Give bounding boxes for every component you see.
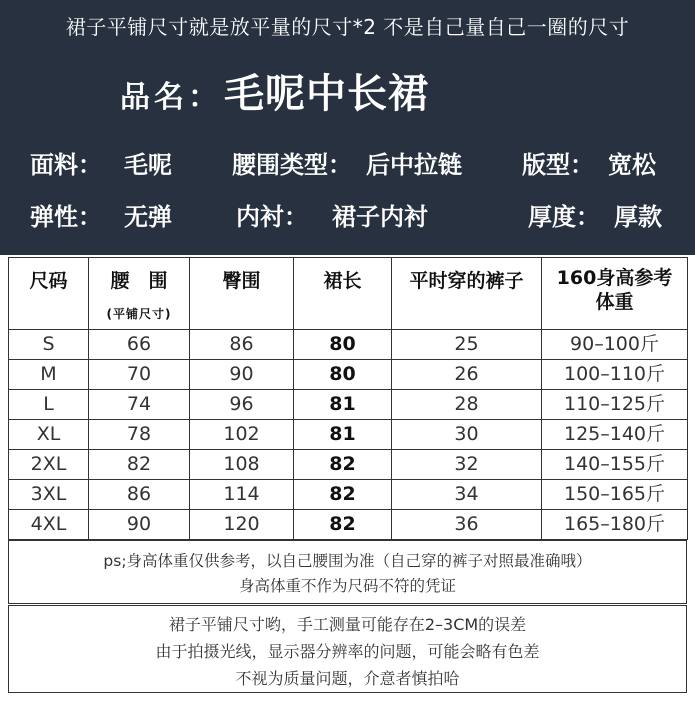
fabric-value: 毛呢 <box>124 151 172 179</box>
lining-label: 内衬： <box>236 203 308 231</box>
cell-pants: 36 <box>392 510 542 540</box>
header-weight-line1: 160身高参考 <box>556 267 673 289</box>
cell-weight: 90–100斤 <box>542 330 688 360</box>
header-pants: 平时穿的裤子 <box>392 258 542 330</box>
disclaimer-note-box <box>8 605 687 693</box>
note-line: ps;身高体重仅供参考，以自己腰围为准（自己穿的裤子对照最准确哦） <box>103 552 592 570</box>
thickness-label: 厚度： <box>528 203 600 231</box>
table-row <box>9 390 688 420</box>
elasticity-label: 弹性： <box>30 203 102 231</box>
cell-weight: 140–155斤 <box>542 450 688 480</box>
cell-size: S <box>9 330 89 360</box>
table-row <box>9 450 688 480</box>
cell-hip: 86 <box>190 330 294 360</box>
cell-size: 3XL <box>9 480 89 510</box>
cell-pants: 30 <box>392 420 542 450</box>
cell-hip: 120 <box>190 510 294 540</box>
header-waist-label: 腰 围 <box>110 270 168 292</box>
header-waist <box>89 258 190 330</box>
cell-waist: 86 <box>89 480 190 510</box>
cell-hip: 102 <box>190 420 294 450</box>
header-size: 尺码 <box>9 258 89 330</box>
product-name: 毛呢中长裙 <box>224 71 429 117</box>
reference-note-box <box>8 540 687 604</box>
elasticity-value: 无弹 <box>124 203 172 231</box>
product-name-row <box>120 62 429 119</box>
table-row <box>9 420 688 450</box>
cell-length: 80 <box>294 360 392 390</box>
fit-label: 版型： <box>522 151 594 179</box>
cell-length: 82 <box>294 510 392 540</box>
thickness-value: 厚款 <box>614 203 662 231</box>
header-weight-line2: 体重 <box>595 291 634 313</box>
cell-hip: 114 <box>190 480 294 510</box>
cell-waist: 90 <box>89 510 190 540</box>
cell-length: 82 <box>294 480 392 510</box>
cell-hip: 96 <box>190 390 294 420</box>
header-weight <box>542 258 688 330</box>
cell-pants: 25 <box>392 330 542 360</box>
cell-pants: 26 <box>392 360 542 390</box>
cell-waist: 70 <box>89 360 190 390</box>
header-hip: 臀围 <box>190 258 294 330</box>
note-line: 身高体重不作为尺码不符的凭证 <box>238 577 456 595</box>
waist-type-value: 后中拉链 <box>366 151 462 179</box>
table-row <box>9 510 688 540</box>
measurement-note: 裙子平铺尺寸就是放平量的尺寸*2 不是自己量自己一圈的尺寸 <box>65 15 630 39</box>
fabric-label: 面料： <box>30 151 102 179</box>
product-header <box>0 0 695 255</box>
cell-hip: 108 <box>190 450 294 480</box>
note-line: 不视为质量问题，介意者慎拍哈 <box>235 669 460 688</box>
cell-size: 4XL <box>9 510 89 540</box>
cell-length: 81 <box>294 420 392 450</box>
cell-size: M <box>9 360 89 390</box>
cell-waist: 66 <box>89 330 190 360</box>
cell-length: 82 <box>294 450 392 480</box>
cell-weight: 110–125斤 <box>542 390 688 420</box>
cell-size: L <box>9 390 89 420</box>
note-line: 由于拍摄光线，显示器分辨率的问题，可能会略有色差 <box>155 642 540 661</box>
size-table <box>8 257 688 540</box>
waist-type-label: 腰围类型： <box>232 151 352 179</box>
cell-weight: 100–110斤 <box>542 360 688 390</box>
cell-weight: 125–140斤 <box>542 420 688 450</box>
cell-weight: 165–180斤 <box>542 510 688 540</box>
cell-length: 81 <box>294 390 392 420</box>
table-row <box>9 480 688 510</box>
cell-waist: 74 <box>89 390 190 420</box>
table-row <box>9 360 688 390</box>
cell-length: 80 <box>294 330 392 360</box>
cell-weight: 150–165斤 <box>542 480 688 510</box>
fit-value: 宽松 <box>608 151 656 179</box>
cell-pants: 28 <box>392 390 542 420</box>
cell-hip: 90 <box>190 360 294 390</box>
cell-pants: 32 <box>392 450 542 480</box>
cell-size: 2XL <box>9 450 89 480</box>
product-label: 品名： <box>120 80 222 115</box>
table-row <box>9 330 688 360</box>
note-line: 裙子平铺尺寸哟，手工测量可能存在2–3CM的误差 <box>168 615 527 634</box>
cell-pants: 34 <box>392 480 542 510</box>
header-waist-subnote: (平铺尺寸) <box>106 307 172 321</box>
cell-size: XL <box>9 420 89 450</box>
header-length: 裙长 <box>294 258 392 330</box>
cell-waist: 82 <box>89 450 190 480</box>
lining-value: 裙子内衬 <box>332 203 428 231</box>
cell-waist: 78 <box>89 420 190 450</box>
table-header-row <box>9 258 688 330</box>
